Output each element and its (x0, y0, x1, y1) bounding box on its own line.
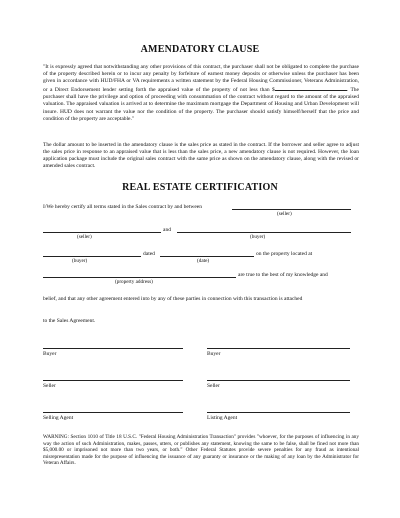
listing-agent-signature-line[interactable] (207, 412, 350, 413)
buyer-signature-line-right[interactable] (207, 348, 350, 349)
property-address-caption: (property address) (115, 279, 153, 285)
and-text: and (163, 227, 171, 233)
buyer-label-right: Buyer (207, 351, 221, 357)
true-to-best-text: are true to the best of my knowledge and (238, 272, 328, 278)
seller-name-field-2[interactable] (43, 232, 161, 233)
real-estate-certification-title: REAL ESTATE CERTIFICATION (122, 182, 278, 193)
warning-text: WARNING: Section 1010 of Title 18 U.S.C. "Federal Housing Administration Transaction" provides "whoever, for the purposes of influencing in any way the action of such Administration, makes, passes, utters, or publishes any statement, knowing the same to be false, shall be fined not more than $5,000.00 or imprisoned not more than two years, or both." Other Federal Statutes provide severe penalties for any fraud as intentional misrepresentation made for the purpose of influencing the issuance of any guaranty or insurance or the making of any loan by the Administrator for Veteran Affairs. (43, 434, 359, 467)
selling-agent-signature-line[interactable] (43, 412, 183, 413)
buyer-name-field-1[interactable] (177, 232, 351, 233)
belief-text: belief, and that any other agreement entered into by any of these parties in connection with this transaction is attached (43, 296, 303, 302)
buyer-signature-line-left[interactable] (43, 348, 183, 349)
date-caption: (date) (197, 258, 210, 264)
seller-caption-2: (seller) (77, 234, 92, 240)
seller-label-left: Seller (43, 383, 56, 389)
buyer-caption-2: (buyer) (72, 258, 88, 264)
seller-signature-line-right[interactable] (207, 380, 350, 381)
certify-terms-text: I/We hereby certify all terms stated in the Sales contract by and between (43, 204, 202, 210)
sales-agreement-text: to the Sales Agreement. (43, 318, 96, 324)
buyer-caption-1: (buyer) (250, 234, 266, 240)
on-property-text: on the property located at (256, 251, 313, 257)
property-address-field[interactable] (43, 277, 236, 278)
amendatory-paragraph-1-start: "It is expressly agreed that notwithstanding any other provisions of this contract, the purchaser shall not be obligated to complete the purchase of the property described herein or to incur any penalty by forfeiture of earnest money deposits or otherwise unless the purchaser has been given in accordance with HUD/FHA or VA requirements a written statement by the Federal Housing Commissioner, Veterans Administration, or a Direct Endorsement lender setting forth the appraised value of the property of not less than $ (43, 64, 359, 94)
amendatory-paragraph-1 (43, 64, 359, 123)
dated-text: dated (143, 251, 155, 257)
amendatory-clause-title: AMENDATORY CLAUSE (140, 44, 260, 55)
listing-agent-label: Listing Agent (207, 415, 238, 421)
seller-label-right: Seller (207, 383, 220, 389)
seller-signature-line-left[interactable] (43, 380, 183, 381)
contract-date-field[interactable] (160, 256, 254, 257)
amendatory-paragraph-1-end: . The purchaser shall have the privilege and option of proceeding with consummation of the contract without regard to the amount of the appraised valuation. The appraised valuation is arrived at to determine the maximum mortgage the Department of Housing and Urban Development will insure. HUD does not warrant the value nor the condition of the property. The purchaser should satisfy himself/herself that the price and condition of the property are acceptable." (43, 87, 359, 122)
buyer-label-left: Buyer (43, 351, 57, 357)
seller-caption-1: (seller) (277, 211, 292, 217)
selling-agent-label: Selling Agent (43, 415, 74, 421)
seller-name-field-1[interactable] (232, 209, 351, 210)
amendatory-paragraph-2: The dollar amount to be inserted in the amendatory clause is the sales price as stated in the contract. If the borrower and seller agree to adjust the sales price in response to an appraised value that is less than the sales price, a new amendatory clause is not required. However, the loan application package must include the original sales contract with the same price as shown on the amendatory clause, along with the revised or amended sales contract. (43, 142, 359, 170)
buyer-name-field-2[interactable] (43, 256, 141, 257)
appraised-value-blank[interactable] (275, 85, 347, 91)
